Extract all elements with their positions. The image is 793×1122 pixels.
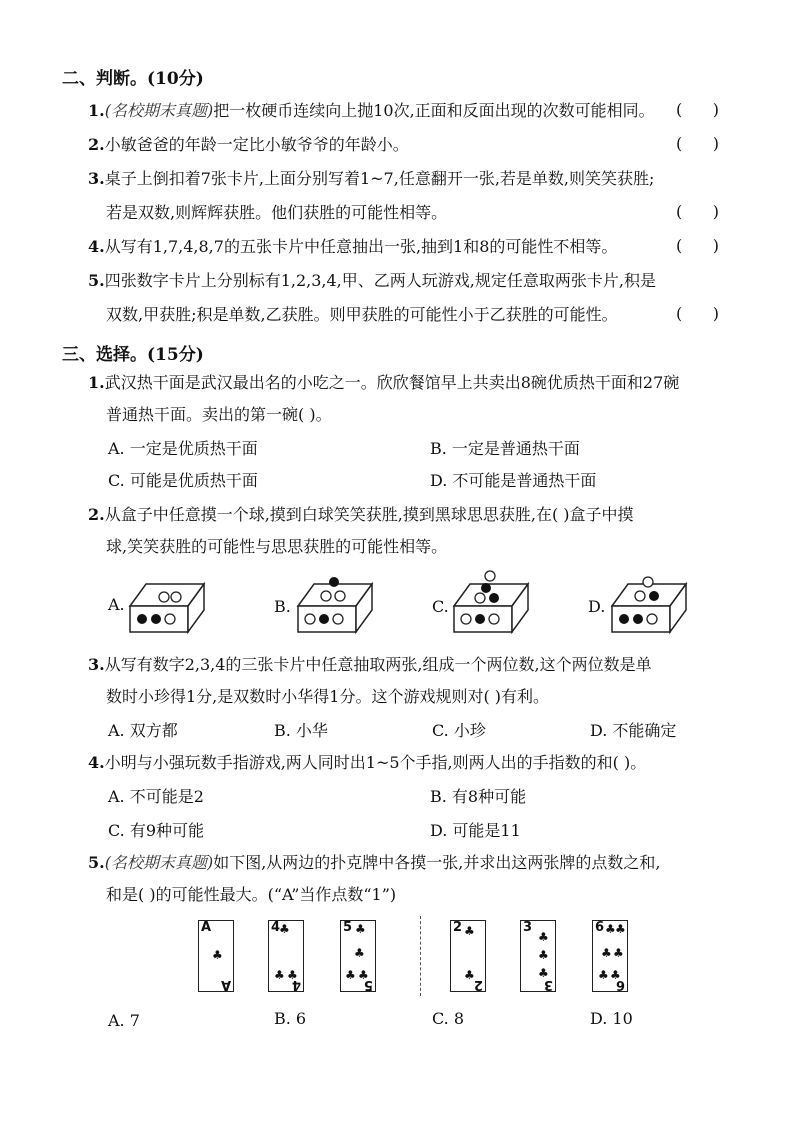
answer-blank[interactable]: ( )	[676, 304, 719, 323]
white-ball	[647, 614, 657, 624]
club-icon: ♣	[601, 946, 612, 960]
white-ball	[635, 591, 645, 601]
option-c[interactable]: C. 有9种可能	[108, 821, 205, 840]
card-rank: A	[220, 977, 231, 992]
club-icon: ♣	[358, 968, 369, 982]
card-rank: 2	[453, 920, 463, 935]
option-a[interactable]: A. 一定是优质热干面	[108, 439, 258, 458]
question-number: 2.	[88, 505, 105, 524]
black-ball	[137, 614, 147, 624]
white-ball	[485, 571, 495, 581]
option-b[interactable]: B. 有8种可能	[430, 787, 527, 806]
white-ball	[321, 591, 331, 601]
white-ball	[489, 614, 499, 624]
white-ball	[171, 592, 181, 602]
white-ball	[461, 614, 471, 624]
white-ball	[475, 593, 485, 603]
question-text-cont: 普通热干面。卖出的第一碗( )。	[106, 405, 332, 424]
question-text: 从写有1,7,4,8,7的五张卡片中任意抽出一张,抽到1和8的可能性不相等。	[104, 237, 618, 256]
question-text-cont: 球,笑笑获胜的可能性与思思获胜的可能性相等。	[106, 537, 448, 556]
black-ball	[649, 591, 659, 601]
question-number: 5.	[88, 271, 105, 290]
option-d[interactable]: D. 10	[590, 1009, 633, 1028]
club-icon: ♣	[354, 946, 365, 960]
option-b[interactable]: B.	[274, 597, 291, 616]
playing-card-ace	[198, 920, 234, 992]
question-text: 从写有数字2,3,4的三张卡片中任意抽取两张,组成一个两位数,这个两位数是单	[104, 655, 652, 674]
black-ball	[319, 614, 329, 624]
ball-box-a	[128, 578, 208, 636]
white-ball	[335, 591, 345, 601]
question-number: 3.	[88, 169, 105, 188]
answer-blank[interactable]: ( )	[676, 100, 719, 119]
black-ball	[151, 614, 161, 624]
question-text-cont: 和是( )的可能性最大。(“A”当作点数“1”)	[106, 885, 397, 904]
question-text: 四张数字卡片上分别标有1,2,3,4,甲、乙两人玩游戏,规定任意取两张卡片,积是	[104, 271, 656, 290]
black-ball	[633, 614, 643, 624]
judge-question-3	[88, 168, 654, 190]
option-a[interactable]: A. 7	[108, 1011, 140, 1030]
answer-blank[interactable]: ( )	[676, 202, 719, 221]
option-d[interactable]: D. 不能确定	[590, 721, 677, 740]
club-icon: ♣	[464, 968, 475, 982]
question-text: 从盒子中任意摸一个球,摸到白球笑笑获胜,摸到黑球思思获胜,在( )盒子中摸	[104, 505, 634, 524]
club-icon: ♣	[538, 930, 549, 944]
answer-blank[interactable]: ( )	[676, 134, 719, 153]
option-b[interactable]: B. 6	[274, 1009, 307, 1028]
ball-box-b	[296, 560, 376, 636]
judge-question-4	[88, 236, 617, 258]
choice-question-5	[88, 852, 660, 874]
question-number: 1.	[88, 101, 105, 120]
black-ball	[489, 593, 499, 603]
club-icon: ♣	[274, 968, 285, 982]
question-number: 4.	[88, 753, 105, 772]
option-a[interactable]: A.	[108, 595, 125, 614]
card-rank: 4	[291, 977, 301, 992]
club-icon: ♣	[355, 922, 366, 936]
option-a[interactable]: A. 不可能是2	[108, 787, 204, 806]
white-ball	[305, 614, 315, 624]
card-rank: 3	[543, 977, 553, 992]
card-rank: 3	[523, 920, 533, 935]
question-number: 3.	[88, 655, 105, 674]
black-ball	[619, 614, 629, 624]
section-title-judge: 二、判断。(10分)	[62, 69, 204, 89]
option-c[interactable]: C. 可能是优质热干面	[108, 471, 258, 490]
card-rank: 6	[615, 977, 625, 992]
option-a[interactable]: A. 双方都	[108, 721, 178, 740]
club-icon: ♣	[598, 968, 609, 982]
club-icon: ♣	[279, 922, 290, 936]
black-ball	[475, 614, 485, 624]
option-d[interactable]: D.	[588, 597, 606, 616]
white-ball	[643, 577, 653, 587]
club-icon: ♣	[605, 922, 616, 936]
card-rank: 4	[271, 920, 281, 935]
card-rank: 5	[343, 920, 353, 935]
option-d[interactable]: D. 可能是11	[430, 821, 521, 840]
answer-blank[interactable]: ( )	[676, 236, 719, 255]
section-title-choice: 三、选择。(15分)	[62, 345, 204, 365]
question-text-cont: 若是双数,则辉辉获胜。他们获胜的可能性相等。	[106, 203, 448, 222]
white-ball	[165, 614, 175, 624]
club-icon: ♣	[610, 968, 621, 982]
question-text-cont: 双数,甲获胜;积是单数,乙获胜。则甲获胜的可能性小于乙获胜的可能性。	[106, 305, 618, 324]
question-number: 2.	[88, 135, 105, 154]
choice-question-2	[88, 504, 634, 526]
playing-card-five	[340, 920, 376, 992]
option-b[interactable]: B. 一定是普通热干面	[430, 439, 580, 458]
card-rank: A	[201, 920, 212, 935]
option-c[interactable]: C. 小珍	[432, 721, 486, 740]
judge-question-1	[88, 100, 655, 122]
question-text-cont: 数时小珍得1分,是双数时小华得1分。这个游戏规则对( )有利。	[106, 687, 550, 706]
club-icon: ♣	[538, 948, 549, 962]
judge-question-2	[88, 134, 409, 156]
club-icon: ♣	[287, 968, 298, 982]
club-icon: ♣	[538, 966, 549, 980]
card-rank: 2	[473, 977, 483, 992]
playing-card-six	[592, 920, 628, 992]
choice-question-1	[88, 372, 679, 394]
white-ball	[333, 614, 343, 624]
option-b[interactable]: B. 小华	[274, 721, 328, 740]
question-text: 小敏爸爸的年龄一定比小敏爷爷的年龄小。	[104, 135, 409, 154]
question-number: 5.	[88, 853, 105, 872]
question-text: 如下图,从两边的扑克牌中各摸一张,并求出这两张牌的点数之和,	[213, 853, 661, 872]
club-icon: ♣	[464, 924, 475, 938]
ball-box-c	[452, 560, 532, 636]
option-d[interactable]: D. 不可能是普通热干面	[430, 471, 597, 490]
question-source-tag: (名校期末真题)	[104, 853, 214, 872]
choice-question-4	[88, 752, 646, 774]
club-icon: ♣	[212, 948, 223, 962]
choice-question-3	[88, 654, 652, 676]
black-ball	[481, 583, 491, 593]
option-c[interactable]: C.	[432, 597, 449, 616]
playing-card-three	[520, 920, 556, 992]
question-text: 桌子上倒扣着7张卡片,上面分别写着1~7,任意翻开一张,若是单数,则笑笑获胜;	[104, 169, 655, 188]
judge-question-5	[88, 270, 656, 292]
question-text: 武汉热干面是武汉最出名的小吃之一。欣欣餐馆早上共卖出8碗优质热干面和27碗	[104, 373, 680, 392]
playing-card-four	[268, 920, 304, 992]
card-group-divider	[420, 916, 421, 996]
question-text: 把一枚硬币连续向上抛10次,正面和反面出现的次数可能相同。	[213, 101, 655, 120]
club-icon: ♣	[345, 968, 356, 982]
black-ball	[329, 577, 339, 587]
club-icon: ♣	[615, 922, 626, 936]
white-ball	[159, 592, 169, 602]
card-rank: 6	[595, 920, 605, 935]
ball-box-d	[610, 560, 690, 636]
question-source-tag: (名校期末真题)	[104, 101, 214, 120]
club-icon: ♣	[613, 946, 624, 960]
card-rank: 5	[363, 977, 373, 992]
option-c[interactable]: C. 8	[432, 1009, 465, 1028]
playing-card-two	[450, 920, 486, 992]
question-number: 1.	[88, 373, 105, 392]
question-number: 4.	[88, 237, 105, 256]
question-text: 小明与小强玩数手指游戏,两人同时出1~5个手指,则两人出的手指数的和( )。	[104, 753, 647, 772]
